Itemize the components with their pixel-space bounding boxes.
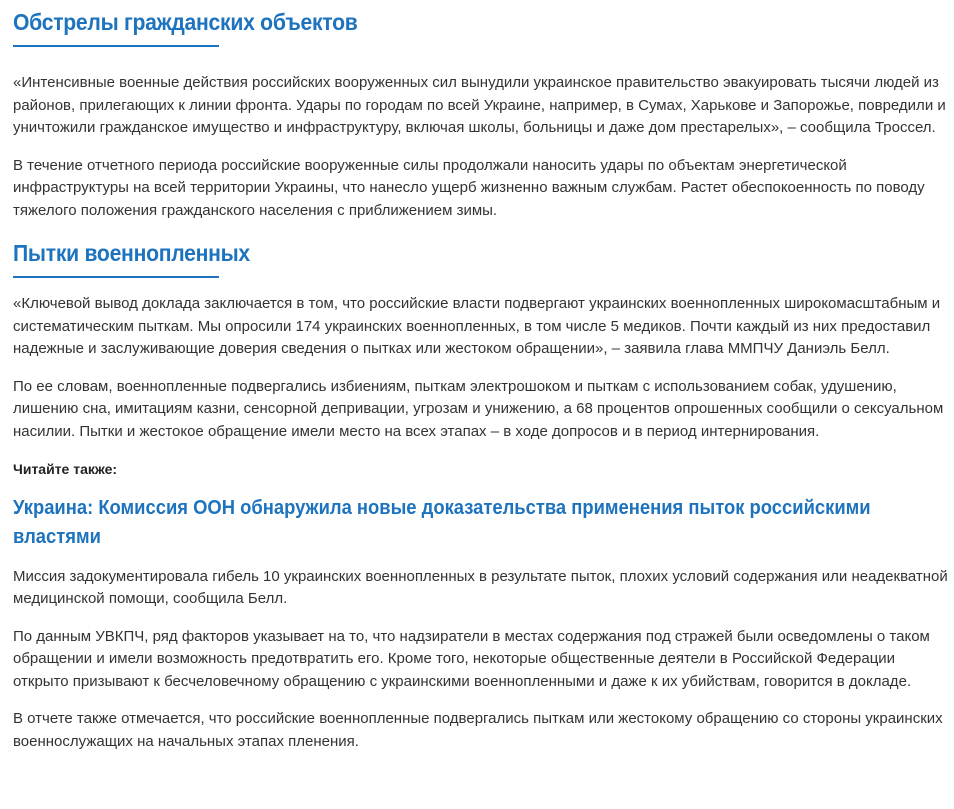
related-article-link-line1: Украина: Комиссия ООН обнаружила новые доказательства применения пыток российскими: [13, 496, 871, 519]
title-underline: [13, 45, 219, 47]
paragraph: По ее словам, военнопленные подвергались избиениям, пыткам электрошоком и пыткам с использованием собак, удушению, лишению сна, имитациям казни, сенсорной депривации, угрозам и унижению, а 68 процентов опрошенных сообщили о сексуальном насилии. Пытки и жестокое обращение имели место на всех этапах – в ходе допросов и в период интернирования.: [13, 377, 944, 440]
article-body: [13, 0, 948, 753]
title-underline: [13, 276, 219, 278]
section-title-torture: Пытки военнопленных: [13, 240, 250, 266]
section-title-shelling: Обстрелы гражданских объектов: [13, 9, 358, 35]
paragraph: По данным УВКПЧ, ряд факторов указывает на то, что надзиратели в местах содержания под стражей были осведомлены о таком обращении и имели возможность предотвратить его. Кроме того, некоторые общественные деятели в Российской Федерации открыто призывают к бесчеловечному обращению с украинскими военнопленными и даже к их убийствам, говорится в докладе.: [13, 627, 930, 690]
paragraph: «Ключевой вывод доклада заключается в том, что российские власти подвергают украинских военнопленных широкомасштабным и систематическим пыткам. Мы опросили 174 украинских военнопленных, в том числе 5 медиков. Почти каждый из них предоставил надежные и заслуживающие доверия сведения о пытках или жестоком обращении», – заявила глава ММПЧУ Даниэль Белл.: [13, 295, 941, 357]
paragraph: Миссия задокументировала гибель 10 украинских военнопленных в результате пыток, плохих условий содержания или неадекватной медицинской помощи, сообщила Белл.: [13, 567, 948, 607]
related-article-link-line2: властями: [13, 525, 101, 548]
paragraph: В отчете также отмечается, что российские военнопленные подвергались пыткам или жестокому обращению со стороны украинских военнослужащих на начальных этапах пленения.: [13, 710, 943, 750]
paragraph: «Интенсивные военные действия российских вооруженных сил вынудили украинское правительство эвакуировать тысячи людей из районов, прилегающих к линии фронта. Удары по городам по всей Украине, например, в Сумах, Харькове и Запорожье, повредили и уничтожили гражданское имущество и инфраструктуру, включая школы, больницы и даже дом престарелых», – сообщила Троссел.: [13, 74, 946, 136]
paragraph: В течение отчетного периода российские вооруженные силы продолжали наносить удары по объектам энергетической инфраструктуры на всей территории Украины, что нанесло ущерб жизненно важным службам. Растет обеспокоенность по поводу тяжелого положения гражданского населения с приближением зимы.: [13, 156, 925, 219]
related-article-link[interactable]: [13, 494, 924, 552]
read-also-label: Читайте также:: [13, 461, 118, 477]
